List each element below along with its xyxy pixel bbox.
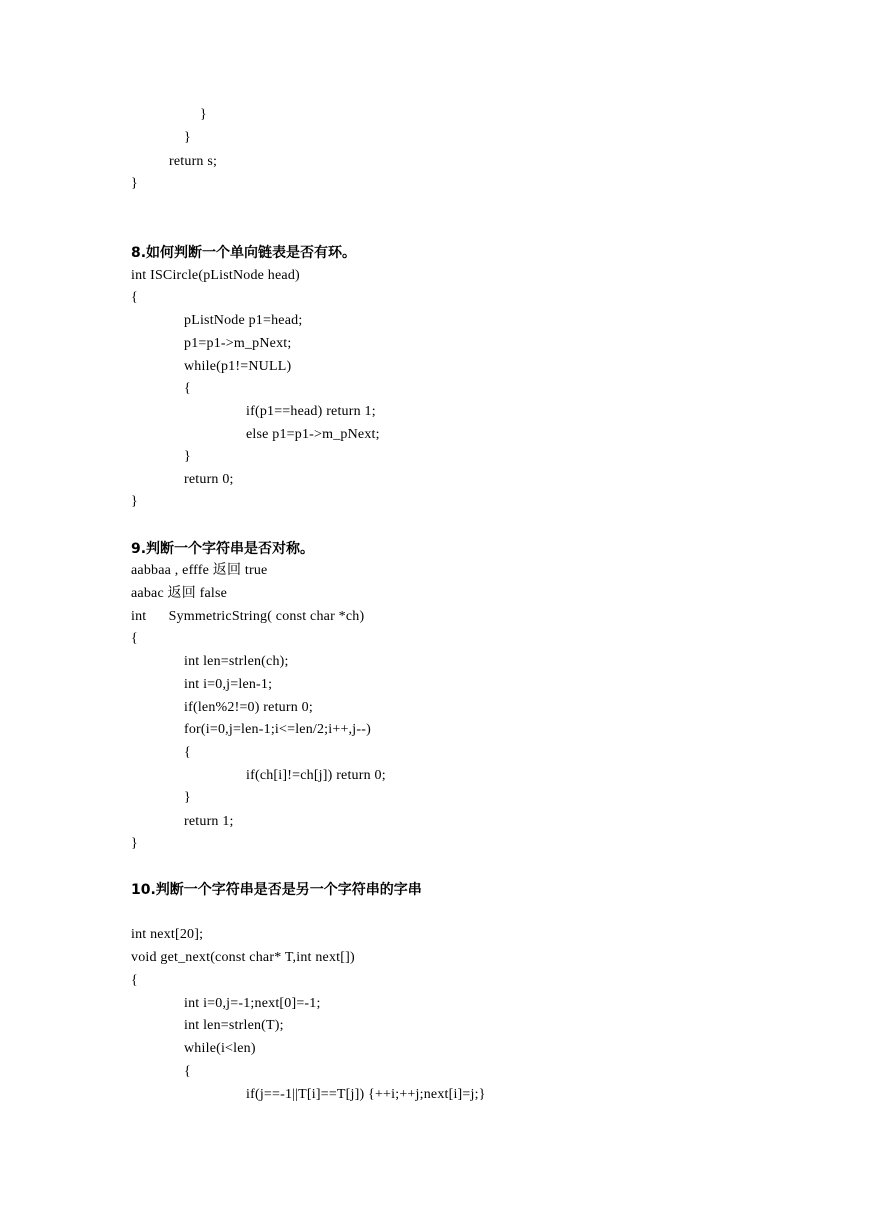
code-line: int SymmetricString( const char *ch) — [131, 609, 365, 624]
code-line: } — [131, 176, 138, 191]
code-line: int len=strlen(T); — [184, 1018, 284, 1033]
code-line: } — [184, 449, 191, 464]
code-line: int i=0,j=-1;next[0]=-1; — [184, 996, 321, 1011]
code-line: return 1; — [184, 814, 234, 829]
code-line: if(j==-1||T[i]==T[j]) {++i;++j;next[i]=j;} — [246, 1087, 486, 1102]
code-line: while(i<len) — [184, 1041, 256, 1056]
code-line: aabbaa , efffe 返回 true — [131, 563, 268, 578]
code-line: } — [131, 836, 138, 851]
code-line: void get_next(const char* T,int next[]) — [131, 950, 355, 965]
code-line: int ISCircle(pListNode head) — [131, 268, 300, 283]
code-line: } — [184, 790, 191, 805]
section-heading: 10.判断一个字符串是否是另一个字符串的字串 — [131, 882, 422, 898]
code-line: { — [131, 973, 138, 988]
code-line: { — [131, 631, 138, 646]
code-line: } — [131, 494, 138, 509]
code-line: if(p1==head) return 1; — [246, 404, 376, 419]
code-line: while(p1!=NULL) — [184, 359, 292, 374]
code-line: { — [184, 381, 191, 396]
code-line: return 0; — [184, 472, 234, 487]
section-heading: 8.如何判断一个单向链表是否有环。 — [131, 245, 357, 261]
code-line: { — [131, 290, 138, 305]
code-line: int next[20]; — [131, 927, 204, 942]
code-line: } — [200, 107, 207, 122]
code-line: p1=p1->m_pNext; — [184, 336, 292, 351]
code-line: if(len%2!=0) return 0; — [184, 700, 313, 715]
code-line: return s; — [169, 154, 218, 169]
code-line: } — [184, 130, 191, 145]
code-line: for(i=0,j=len-1;i<=len/2;i++,j--) — [184, 722, 371, 737]
code-line: if(ch[i]!=ch[j]) return 0; — [246, 768, 386, 783]
code-line: pListNode p1=head; — [184, 313, 303, 328]
code-line: { — [184, 745, 191, 760]
code-line: aabac 返回 false — [131, 586, 228, 601]
code-line: int i=0,j=len-1; — [184, 677, 273, 692]
code-line: int len=strlen(ch); — [184, 654, 289, 669]
code-line: else p1=p1->m_pNext; — [246, 427, 380, 442]
section-heading: 9.判断一个字符串是否对称。 — [131, 541, 315, 557]
code-line: { — [184, 1064, 191, 1079]
